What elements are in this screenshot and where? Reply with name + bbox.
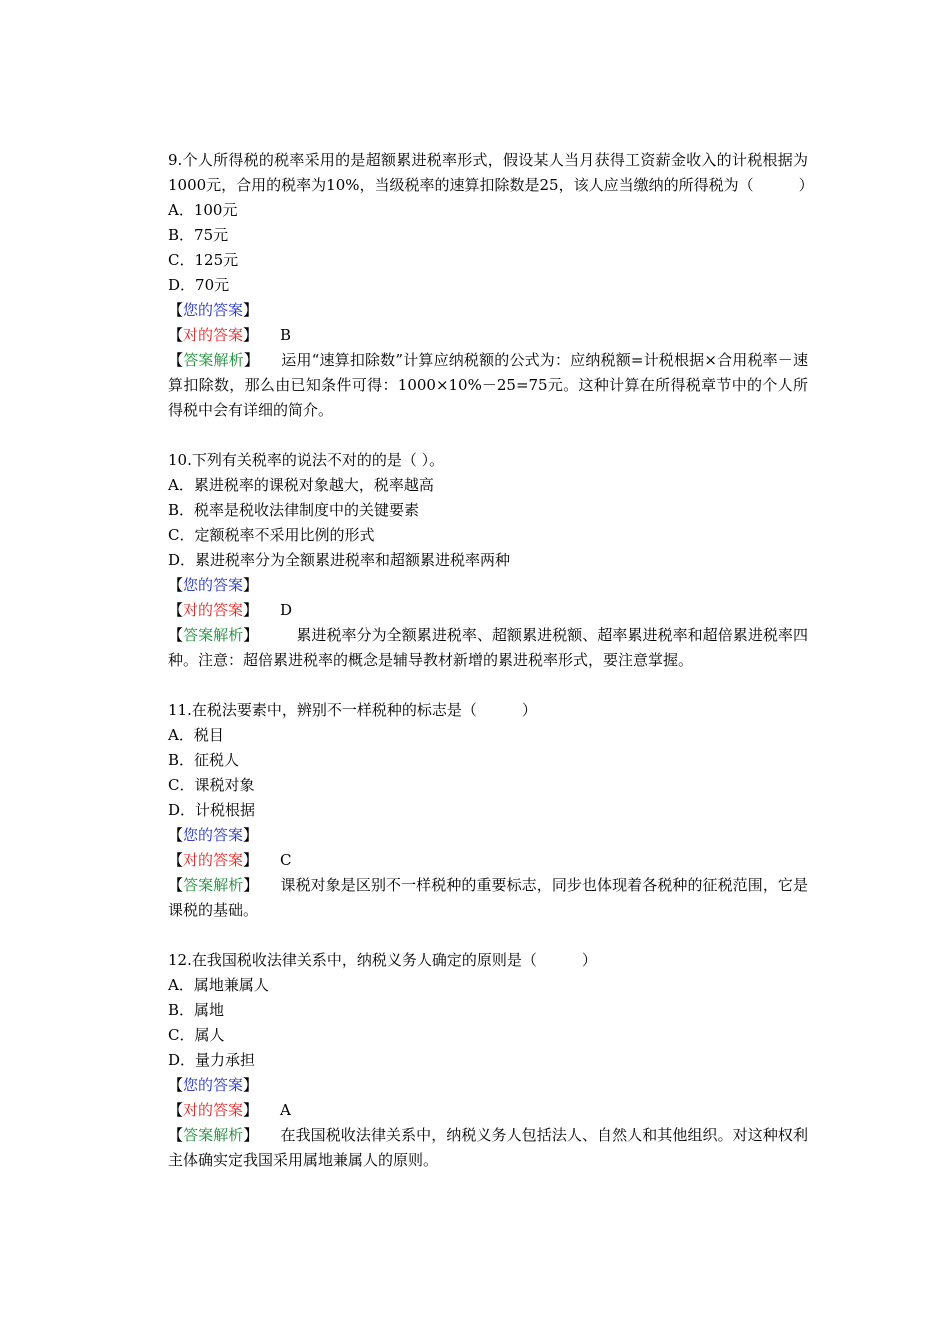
analysis-text: 累进税率分为全额累进税率、超额累进税额、超率累进税率和超倍累进税率四种。注意：超倍累进税率的概念是辅导教材新增的累进税率形式，要注意掌握。 — [168, 626, 808, 669]
option-c: C．125元 — [168, 251, 239, 269]
bracket-close: 】 — [243, 1101, 259, 1119]
bracket-close: 】 — [243, 326, 259, 344]
question-stem: 10.下列有关税率的说法不对的的是（ ）。 — [168, 451, 445, 469]
bracket-close: 】 — [243, 626, 259, 644]
analysis-label: 答案解析 — [183, 626, 244, 644]
your-answer-row — [168, 823, 808, 848]
bracket-open: 【 — [168, 576, 184, 594]
bracket-open: 【 — [168, 626, 184, 644]
bracket-open: 【 — [168, 1126, 184, 1144]
correct-answer-value: A — [280, 1101, 291, 1119]
your-answer-label: 您的答案 — [183, 576, 244, 594]
bracket-close: 】 — [243, 351, 260, 369]
analysis-label: 答案解析 — [183, 1126, 244, 1144]
analysis-text: 在我国税收法律关系中，纳税义务人包括法人、自然人和其他组织。对这种权利主体确实定我国采用属地兼属人的原则。 — [168, 1126, 808, 1169]
correct-answer-label: 对的答案 — [183, 601, 244, 619]
bracket-open: 【 — [168, 851, 184, 869]
bracket-close: 】 — [243, 1126, 259, 1144]
analysis-row — [168, 1123, 808, 1173]
correct-answer-row — [168, 848, 808, 873]
option-a: A．属地兼属人 — [168, 976, 269, 994]
question-stem: 12.在我国税收法律关系中，纳税义务人确定的原则是（ ） — [168, 951, 597, 969]
option-b: B．75元 — [168, 226, 229, 244]
option-b: B．税率是税收法律制度中的关键要素 — [168, 501, 420, 519]
question-stem: 11.在税法要素中，辨别不一样税种的标志是（ ） — [168, 701, 537, 719]
your-answer-label: 您的答案 — [183, 301, 244, 319]
bracket-close: 】 — [243, 1076, 259, 1094]
analysis-label: 答案解析 — [183, 351, 244, 369]
option-d: D．累进税率分为全额累进税率和超额累进税率两种 — [168, 551, 511, 569]
analysis-row — [168, 623, 808, 673]
bracket-open: 【 — [168, 301, 184, 319]
bracket-open: 【 — [168, 1076, 184, 1094]
analysis-text: 运用“速算扣除数”计算应纳税额的公式为：应纳税额=计税根据×合用税率－速算扣除数，那么由已知条件可得：1000×10%－25=75元。这种计算在所得税章节中的个人所得税中会有详细的简介。 — [168, 351, 808, 419]
analysis-row — [168, 348, 808, 423]
bracket-open: 【 — [168, 326, 184, 344]
bracket-open: 【 — [168, 1101, 184, 1119]
option-a: A．累进税率的课税对象越大，税率越高 — [168, 476, 434, 494]
option-b: B．属地 — [168, 1001, 225, 1019]
option-c: C．课税对象 — [168, 776, 255, 794]
option-a: A．100元 — [168, 201, 238, 219]
your-answer-label: 您的答案 — [183, 826, 244, 844]
bracket-open: 【 — [168, 876, 184, 894]
analysis-row — [168, 873, 808, 923]
correct-answer-value: B — [280, 326, 292, 344]
correct-answer-label: 对的答案 — [183, 326, 244, 344]
option-c: C．定额税率不采用比例的形式 — [168, 526, 375, 544]
option-a: A．税目 — [168, 726, 224, 744]
option-b: B．征税人 — [168, 751, 240, 769]
bracket-open: 【 — [168, 351, 184, 369]
bracket-close: 】 — [243, 876, 259, 894]
correct-answer-value: C — [280, 851, 292, 869]
bracket-close: 】 — [243, 826, 259, 844]
correct-answer-row — [168, 598, 808, 623]
correct-answer-row — [168, 1098, 808, 1123]
bracket-close: 】 — [243, 576, 259, 594]
bracket-open: 【 — [168, 826, 184, 844]
question-11 — [168, 698, 808, 923]
question-10 — [168, 448, 808, 673]
bracket-open: 【 — [168, 601, 184, 619]
analysis-text: 课税对象是区别不一样税种的重要标志，同步也体现着各税种的征税范围，它是课税的基础。 — [168, 876, 808, 919]
question-9 — [168, 148, 814, 423]
option-d: D．量力承担 — [168, 1051, 256, 1069]
your-answer-row — [168, 298, 808, 323]
document-page — [168, 148, 814, 1198]
option-d: D．70元 — [168, 276, 230, 294]
correct-answer-label: 对的答案 — [183, 1101, 244, 1119]
question-12 — [168, 948, 808, 1173]
bracket-close: 】 — [243, 301, 259, 319]
bracket-close: 】 — [243, 601, 259, 619]
your-answer-label: 您的答案 — [183, 1076, 244, 1094]
your-answer-row — [168, 573, 808, 598]
question-stem: 9.个人所得税的税率采用的是超额累进税率形式，假设某人当月获得工资薪金收入的计税根据为1000元，合用的税率为10%，当级税率的速算扣除数是25，该人应当缴纳的所得税为（ ） — [168, 151, 814, 194]
correct-answer-label: 对的答案 — [183, 851, 244, 869]
correct-answer-row — [168, 323, 808, 348]
analysis-label: 答案解析 — [183, 876, 244, 894]
your-answer-row — [168, 1073, 808, 1098]
option-d: D．计税根据 — [168, 801, 256, 819]
option-c: C．属人 — [168, 1026, 225, 1044]
bracket-close: 】 — [243, 851, 259, 869]
correct-answer-value: D — [280, 601, 293, 619]
